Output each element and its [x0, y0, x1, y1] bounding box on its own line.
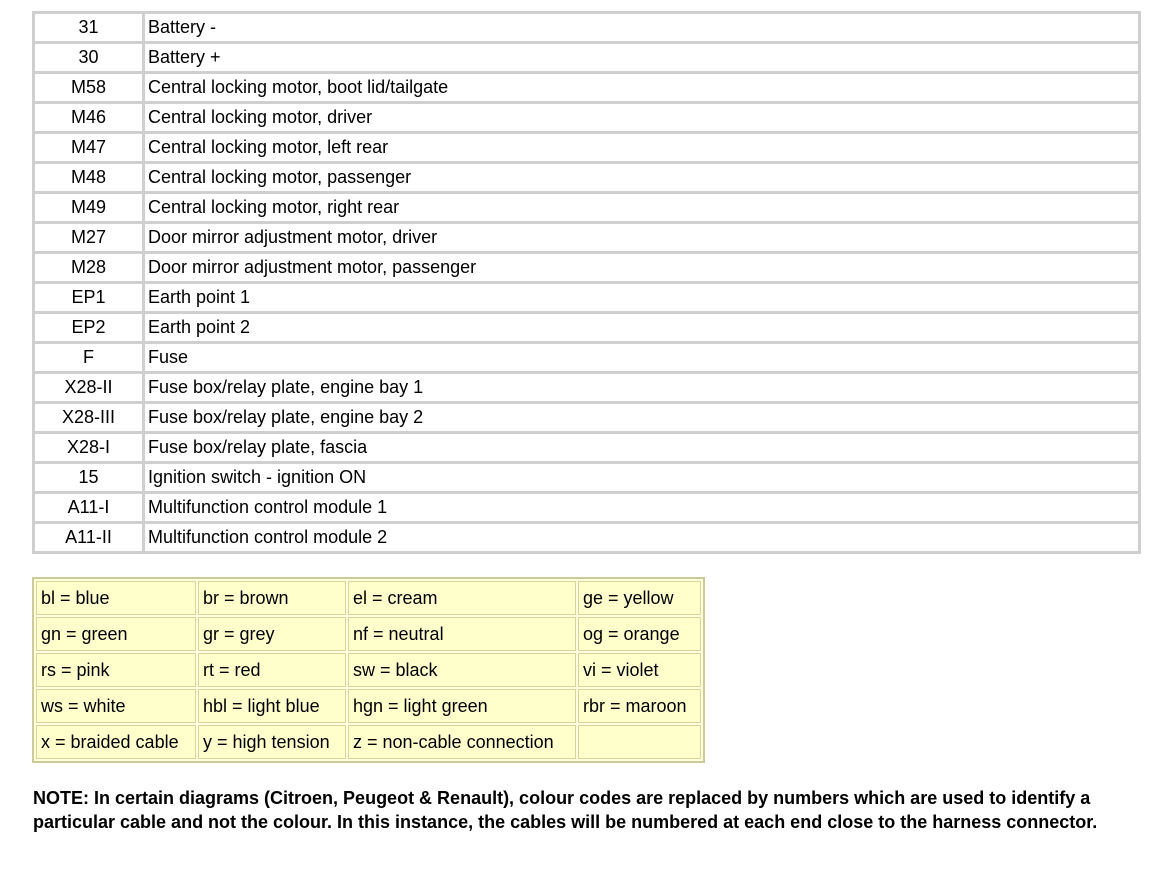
- table-row: [35, 44, 1141, 74]
- component-code: M46: [35, 104, 145, 134]
- component-legend-table: [32, 11, 1141, 554]
- component-code: M58: [35, 74, 145, 104]
- component-description: Earth point 2: [145, 314, 1141, 344]
- table-row: [35, 284, 1141, 314]
- component-description: Fuse box/relay plate, fascia: [145, 434, 1141, 464]
- colour-code-cell: ge = yellow: [578, 581, 701, 615]
- component-description: Central locking motor, boot lid/tailgate: [145, 74, 1141, 104]
- table-row: [35, 404, 1141, 434]
- component-code: A11-II: [35, 524, 145, 554]
- component-code: M27: [35, 224, 145, 254]
- colour-code-cell: vi = violet: [578, 653, 701, 687]
- table-row: [35, 374, 1141, 404]
- component-code: 31: [35, 14, 145, 44]
- component-code: M28: [35, 254, 145, 284]
- table-row: [35, 164, 1141, 194]
- colour-code-row: [36, 653, 701, 687]
- component-code: M48: [35, 164, 145, 194]
- colour-code-cell: br = brown: [198, 581, 346, 615]
- component-description: Fuse: [145, 344, 1141, 374]
- table-row: [35, 434, 1141, 464]
- note-text: NOTE: In certain diagrams (Citroen, Peugeot & Renault), colour codes are replaced by numbers which are used to identify a particular cable and not the colour. In this instance, the cables will be numbered at each end close to the harness connector.: [33, 788, 1098, 832]
- component-code: A11-I: [35, 494, 145, 524]
- colour-code-cell: [578, 725, 701, 759]
- component-code: M47: [35, 134, 145, 164]
- colour-code-cell: rs = pink: [36, 653, 196, 687]
- component-description: Central locking motor, passenger: [145, 164, 1141, 194]
- component-code: EP2: [35, 314, 145, 344]
- colour-code-row: [36, 689, 701, 723]
- component-description: Central locking motor, left rear: [145, 134, 1141, 164]
- colour-code-cell: el = cream: [348, 581, 576, 615]
- colour-code-cell: gn = green: [36, 617, 196, 651]
- component-code: X28-III: [35, 404, 145, 434]
- table-row: [35, 254, 1141, 284]
- colour-code-row: [36, 725, 701, 759]
- table-row: [35, 194, 1141, 224]
- component-description: Central locking motor, right rear: [145, 194, 1141, 224]
- component-description: Earth point 1: [145, 284, 1141, 314]
- component-legend-body: [35, 14, 1141, 554]
- colour-code-cell: bl = blue: [36, 581, 196, 615]
- component-code: 30: [35, 44, 145, 74]
- colour-code-body: [36, 581, 701, 759]
- colour-code-cell: hgn = light green: [348, 689, 576, 723]
- colour-code-cell: hbl = light blue: [198, 689, 346, 723]
- table-row: [35, 74, 1141, 104]
- component-description: Battery -: [145, 14, 1141, 44]
- colour-code-cell: ws = white: [36, 689, 196, 723]
- component-description: Door mirror adjustment motor, passenger: [145, 254, 1141, 284]
- component-description: Central locking motor, driver: [145, 104, 1141, 134]
- table-row: [35, 524, 1141, 554]
- colour-code-cell: y = high tension: [198, 725, 346, 759]
- colour-code-cell: rbr = maroon: [578, 689, 701, 723]
- colour-code-table: [32, 577, 705, 763]
- colour-code-cell: rt = red: [198, 653, 346, 687]
- colour-code-row: [36, 581, 701, 615]
- table-row: [35, 344, 1141, 374]
- table-row: [35, 464, 1141, 494]
- component-code: X28-I: [35, 434, 145, 464]
- table-row: [35, 134, 1141, 164]
- component-code: F: [35, 344, 145, 374]
- component-code: EP1: [35, 284, 145, 314]
- component-code: X28-II: [35, 374, 145, 404]
- component-code: 15: [35, 464, 145, 494]
- colour-code-row: [36, 617, 701, 651]
- colour-code-cell: z = non-cable connection: [348, 725, 576, 759]
- colour-code-cell: sw = black: [348, 653, 576, 687]
- table-row: [35, 14, 1141, 44]
- table-row: [35, 104, 1141, 134]
- colour-code-cell: og = orange: [578, 617, 701, 651]
- colour-code-cell: x = braided cable: [36, 725, 196, 759]
- colour-code-cell: nf = neutral: [348, 617, 576, 651]
- table-row: [35, 494, 1141, 524]
- component-description: Multifunction control module 1: [145, 494, 1141, 524]
- table-row: [35, 224, 1141, 254]
- component-description: Multifunction control module 2: [145, 524, 1141, 554]
- component-description: Ignition switch - ignition ON: [145, 464, 1141, 494]
- component-description: Battery +: [145, 44, 1141, 74]
- component-description: Door mirror adjustment motor, driver: [145, 224, 1141, 254]
- component-description: Fuse box/relay plate, engine bay 2: [145, 404, 1141, 434]
- table-row: [35, 314, 1141, 344]
- component-code: M49: [35, 194, 145, 224]
- colour-code-cell: gr = grey: [198, 617, 346, 651]
- component-description: Fuse box/relay plate, engine bay 1: [145, 374, 1141, 404]
